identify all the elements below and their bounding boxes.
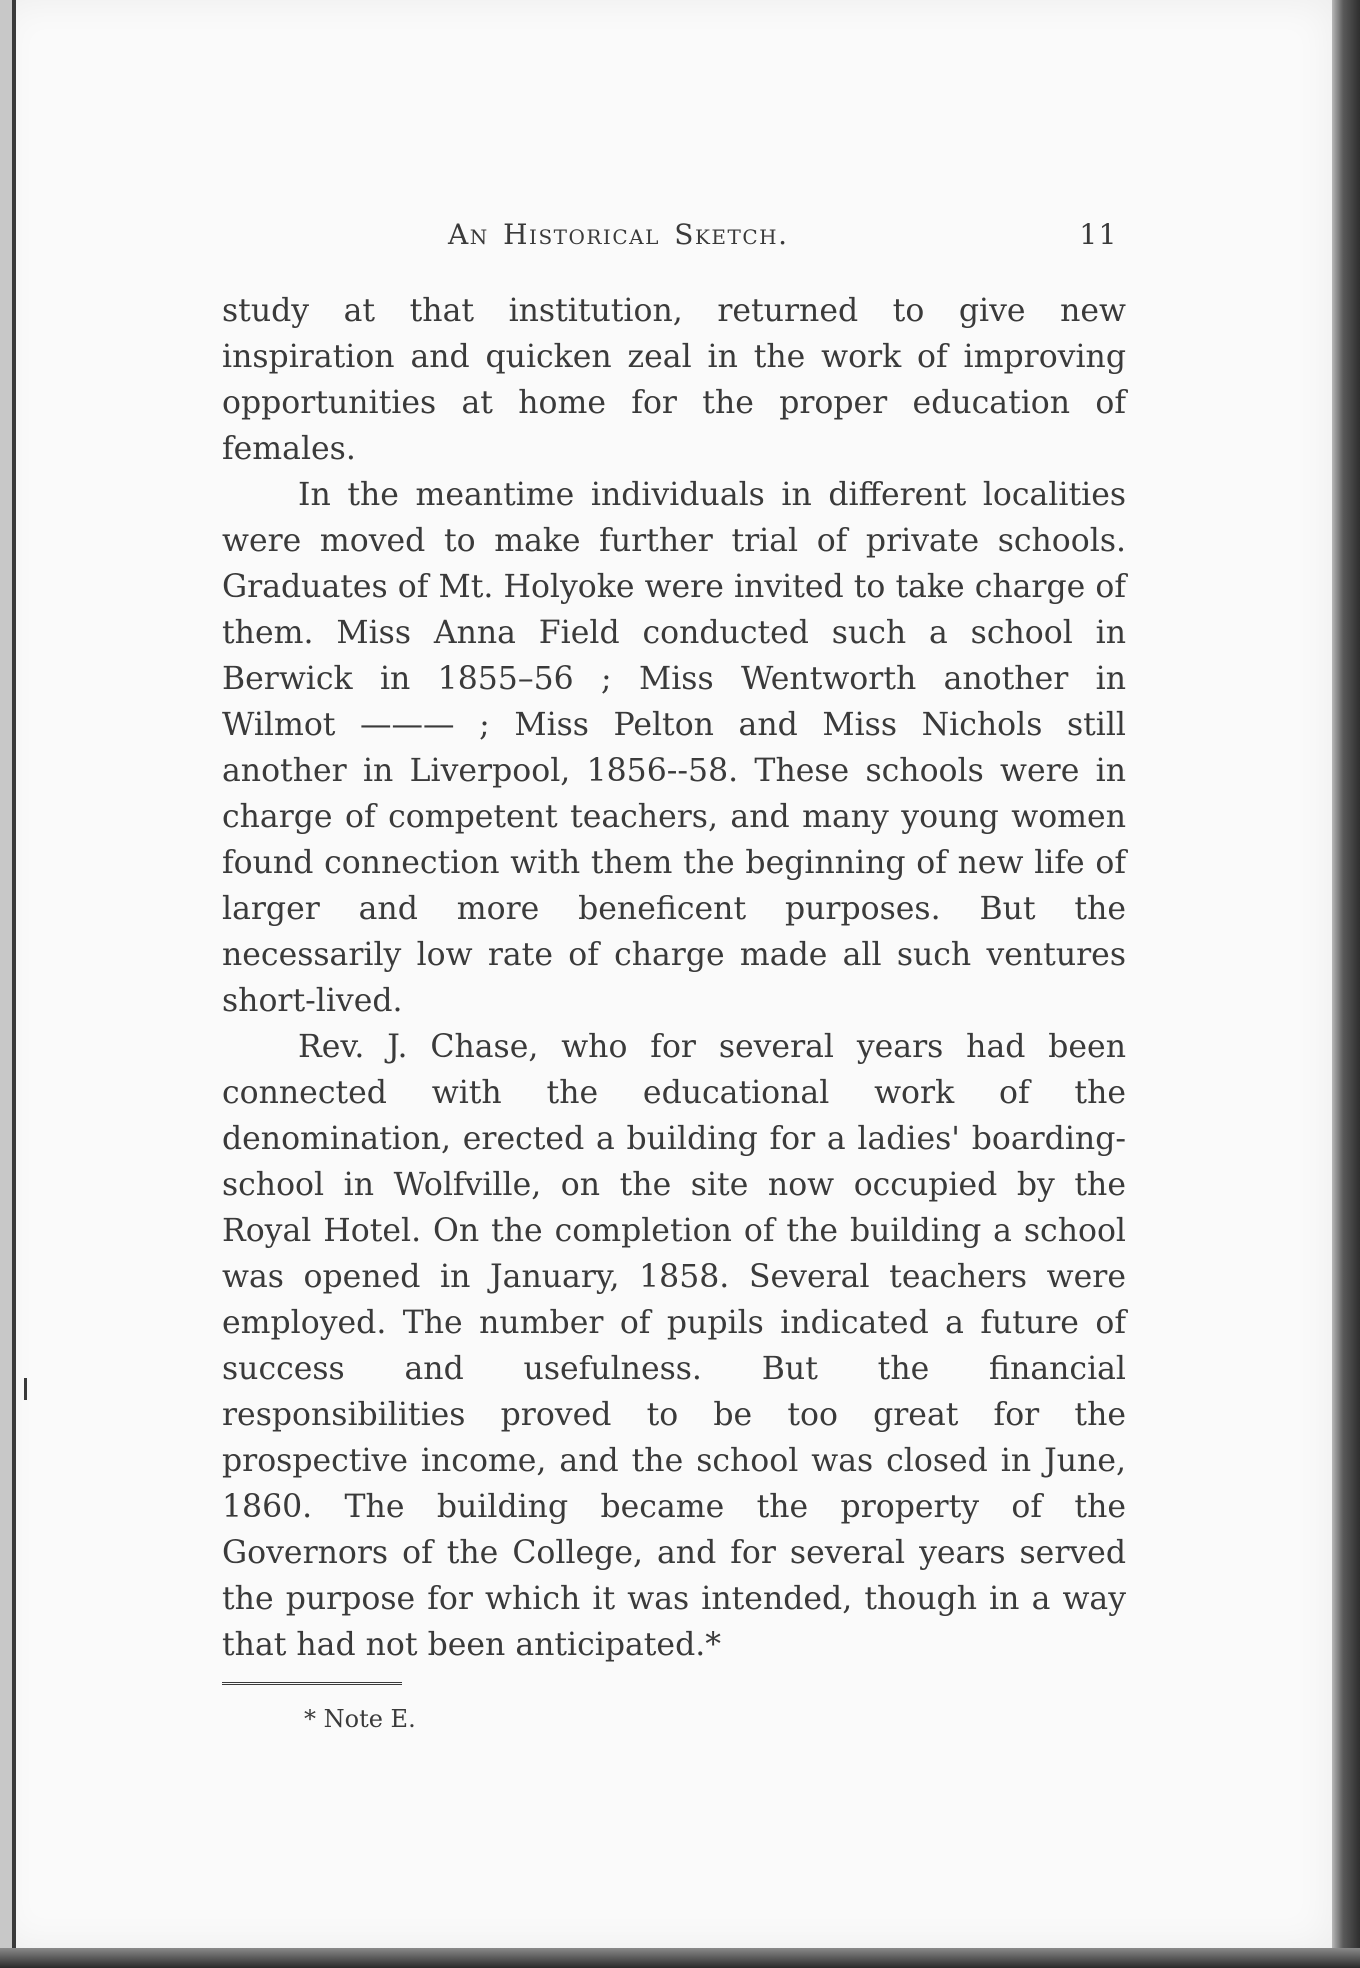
page-bottom-edge — [0, 1948, 1360, 1968]
paragraph-chase-school: Rev. J. Chase, who for several years had been connected with the educational work of the denomination, erected a building for a ladies' boarding-school in Wolfville, on the site now occupied by the Royal Hotel. On the completion of the building a school was opened in January, 1858. Several teachers were employed. The number of pupils indicated a future of success and usefulness. But the financial responsibilities proved to be too great for the prospective income, and the school was closed in June, 1860. The building became the property of the Governors of the College, and for several years served the purpose for which it was intended, though in a way that had not been anticipated.* — [222, 1029, 1126, 1663]
binding-shadow — [0, 0, 12, 1968]
footnote-rule — [222, 1682, 402, 1685]
running-head — [222, 214, 1126, 266]
page-number: 11 — [1079, 218, 1118, 251]
paragraph-private-schools: In the meantime individuals in different localities were moved to make further trial of private schools. Graduates of Mt. Holyoke were invited to take charge of them. Miss Anna Field conducted such a school in Berwick in 1855–56 ; Miss Wentworth another in Wilmot ——— ; Miss Pelton and Miss Nichols still another in Liverpool, 1856--58. These schools were in charge of competent teachers, and many young women found connection with them the beginning of new life of larger and more beneficent purposes. But the necessarily low rate of charge made all such ventures short-lived. — [222, 477, 1126, 1019]
footnote: * Note E. — [304, 1705, 416, 1733]
paragraph-continued: study at that institution, returned to give new inspiration and quicken zeal in the work of improving opportunities at home for the proper education of females. — [222, 293, 1126, 467]
running-head-title: An Historical Sketch. — [448, 218, 789, 251]
page-right-edge — [1332, 0, 1360, 1968]
body-text — [222, 288, 1126, 1668]
page-content — [222, 214, 1126, 1733]
binding-edge — [12, 0, 16, 1968]
margin-mark — [24, 1378, 27, 1400]
